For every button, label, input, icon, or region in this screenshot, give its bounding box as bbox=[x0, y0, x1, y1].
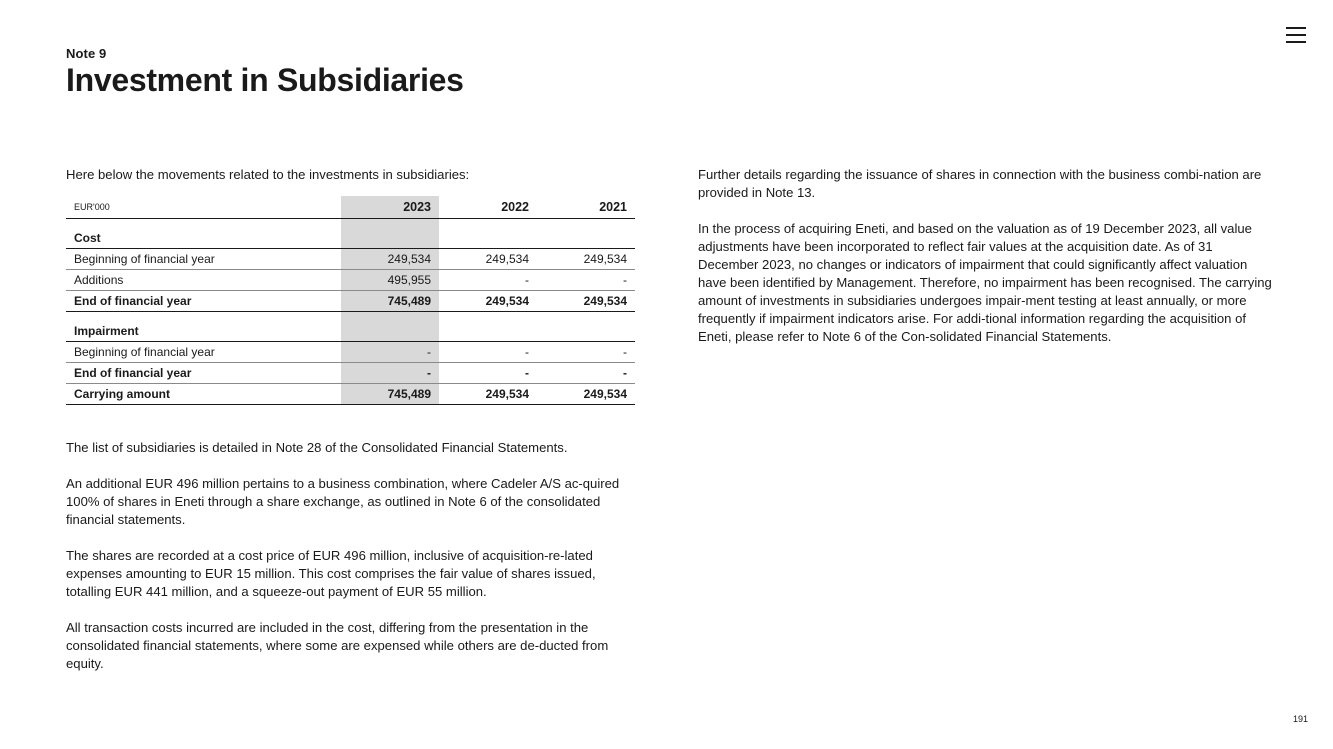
paragraph: An additional EUR 496 million pertains to a business combination, where Cadeler A/S ac-quired 100% of shares in Eneti through a share exchange, as outlined in Note 6 of the consolidated financial statements. bbox=[66, 476, 620, 527]
cell-value: - bbox=[439, 270, 537, 291]
paragraph: All transaction costs incurred are included in the cost, differing from the presentation in the consolidated financial statements, where some are expensed while others are de-ducted from equity. bbox=[66, 620, 609, 671]
cell-value: 745,489 bbox=[341, 291, 439, 312]
table-row bbox=[66, 342, 635, 363]
paragraph: In the process of acquiring Eneti, and based on the valuation as of 19 December 2023, all value adjustments have been incorporated to reflect fair values at the acquisition date. As of 31 December 2023, no changes or indicators of impairment that could significantly affect valuation have been identified by Management. Therefore, no impairment has been recognised. The carrying amount of investments in subsidiaries undergoes impair-ment testing at least annually, or more frequently if impairment indicators arise. For addi-tional information regarding the acquisition of Eneti, please refer to Note 6 of the Con-solidated Financial Statements. bbox=[698, 221, 1272, 344]
investment-table bbox=[66, 196, 635, 405]
unit-label: EUR'000 bbox=[66, 196, 341, 219]
cell-value: - bbox=[439, 342, 537, 363]
year-header: 2023 bbox=[341, 196, 439, 219]
page-title: Investment in Subsidiaries bbox=[66, 62, 464, 98]
cell-value: - bbox=[537, 270, 635, 291]
menu-bar bbox=[1286, 41, 1306, 43]
menu-bar bbox=[1286, 34, 1306, 36]
paragraph: The list of subsidiaries is detailed in Note 28 of the Consolidated Financial Statements. bbox=[66, 440, 568, 455]
year-header: 2021 bbox=[537, 196, 635, 219]
cell-value: 249,534 bbox=[341, 249, 439, 270]
cell-value: 249,534 bbox=[439, 384, 537, 405]
table-row-subtotal bbox=[66, 291, 635, 312]
note-label: Note 9 bbox=[66, 46, 107, 61]
cell-value: 495,955 bbox=[341, 270, 439, 291]
cell-value: 745,489 bbox=[341, 384, 439, 405]
section-heading: Cost bbox=[66, 227, 341, 249]
left-column bbox=[66, 166, 636, 691]
table-intro: Here below the movements related to the investments in subsidiaries: bbox=[66, 167, 470, 182]
cell-value: 249,534 bbox=[439, 249, 537, 270]
row-label: End of financial year bbox=[66, 363, 341, 384]
table-row bbox=[66, 270, 635, 291]
section-heading-row bbox=[66, 320, 635, 342]
paragraph: Further details regarding the issuance of shares in connection with the business combi-nation are provided in Note 13. bbox=[698, 167, 1262, 200]
table-row-total bbox=[66, 384, 635, 405]
row-label: Beginning of financial year bbox=[66, 249, 341, 270]
row-label: Carrying amount bbox=[66, 384, 341, 405]
left-body-text bbox=[66, 439, 636, 673]
cell-value: - bbox=[341, 363, 439, 384]
cell-value: - bbox=[537, 342, 635, 363]
table-row-subtotal bbox=[66, 363, 635, 384]
section-heading-row bbox=[66, 227, 635, 249]
hamburger-menu-icon[interactable] bbox=[1286, 27, 1306, 44]
table-header-row bbox=[66, 196, 635, 219]
row-label: End of financial year bbox=[66, 291, 341, 312]
menu-bar bbox=[1286, 27, 1306, 29]
paragraph: The shares are recorded at a cost price of EUR 496 million, inclusive of acquisition-re-lated expenses amounting to EUR 15 million. This cost comprises the fair value of shares issued, totalling EUR 441 million, and a squeeze-out payment of EUR 55 million. bbox=[66, 548, 596, 599]
cell-value: 249,534 bbox=[439, 291, 537, 312]
cell-value: - bbox=[537, 363, 635, 384]
right-column bbox=[698, 166, 1273, 364]
page-number: 191 bbox=[1293, 714, 1309, 724]
row-label: Additions bbox=[66, 270, 341, 291]
cell-value: - bbox=[341, 342, 439, 363]
table-row bbox=[66, 249, 635, 270]
cell-value: 249,534 bbox=[537, 249, 635, 270]
year-header: 2022 bbox=[439, 196, 537, 219]
cell-value: 249,534 bbox=[537, 291, 635, 312]
cell-value: - bbox=[439, 363, 537, 384]
row-label: Beginning of financial year bbox=[66, 342, 341, 363]
section-heading: Impairment bbox=[66, 320, 341, 342]
cell-value: 249,534 bbox=[537, 384, 635, 405]
